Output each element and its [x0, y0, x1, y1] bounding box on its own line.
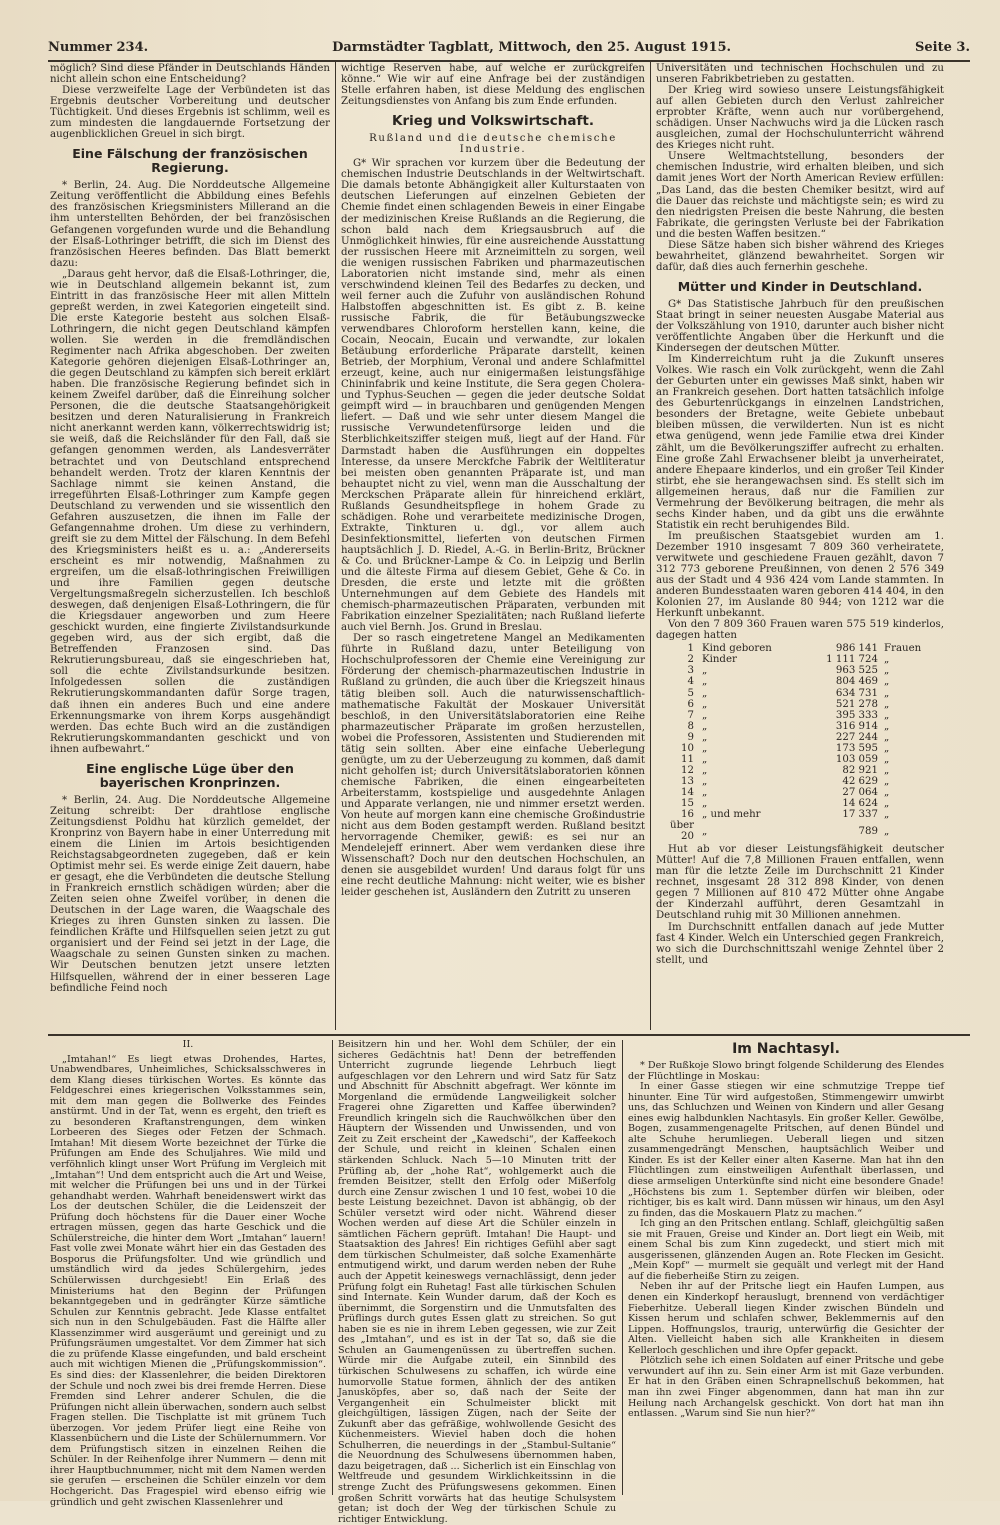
feuilleton-middle	[338, 1039, 616, 1525]
stats-row	[656, 654, 944, 665]
col3-paragraph-1: Universitäten und technischen Hochschulen und zu unseren Fabrikbetrieben zu gestatten.	[656, 63, 944, 86]
stats-count: 16	[681, 809, 694, 821]
stats-value: 316 914	[835, 720, 878, 732]
children-statistics-table	[656, 643, 944, 842]
stats-unit: „	[884, 742, 890, 754]
page-number: Seite 3.	[915, 40, 970, 55]
stats-count: 7	[687, 709, 694, 721]
stats-label: Kinder	[702, 654, 737, 666]
stats-count: 6	[687, 698, 694, 710]
stats-label: „	[702, 731, 708, 743]
stats-row	[656, 732, 944, 743]
stats-unit: „	[884, 709, 890, 721]
feuilleton-left-heading: II.	[182, 1039, 194, 1050]
col3-paragraph-3: Unsere Weltmachtstellung, besonders der chemischen Industrie, wird erhalten bleiben, und sich damit jenes Wort der North American Review erfüllen: „Das Land, das die besten Chemiker besitzt, wird auf die Dauer das reichste und mächtigste sein; es wird zu den niedrigsten Preisen die beste Nahrung, die besten Fabrikate, die geringsten Verluste bei der Fabrikation und die besten Waffen besitzen.“	[656, 151, 944, 240]
stats-value: 103 059	[835, 753, 878, 765]
col3-paragraph-4: Diese Sätze haben sich bisher während des Krieges bewahrheitet, glänzend bewahrheitet. Sorgen wir dafür, daß dies auch fernerhin geschehe.	[656, 239, 944, 273]
masthead	[48, 40, 970, 60]
col3-article-body-2: Im preußischen Staatsgebiet wurden am 1. Dezember 1910 insgesamt 7 809 360 verheiratete, verwitwete und geschiedene Frauen gezählt, davon 7 312 773 geborene Preußinnen, von denen 2 576 349 aus der Stadt und 4 936 424 vom Lande stammten. In anderen Bundesstaaten waren geboren 414 404, in den Kolonien 27, im Auslande 80 944; von 1212 war die Herkunft unbekannt.	[656, 530, 944, 620]
feuilleton-column-rule-1	[332, 1040, 333, 1495]
stats-unit: „	[884, 825, 890, 837]
stats-value: 804 469	[835, 676, 878, 688]
column-rule-1	[335, 62, 336, 1030]
stats-row	[656, 743, 944, 754]
feuilleton-left	[50, 1039, 326, 1508]
stats-unit: „	[884, 809, 890, 821]
feuilleton-middle-text: Beisitzern hin und her. Wohl dem Schüler, der ein sicheres Gedächtnis hat! Denn der betreffenden Unterricht zugrunde liegende Lehrbuch liegt aufgeschlagen vor den Lehrern und wird Satz für Satz und Abschnitt für Abschnitt abgefragt. Wer könnte im Morgenland die ermüdende Langweiligkeit solcher Fragerei ohne Zigaretten und Kaffee überwinden? Freundlich kringeln sich die Rauchwölkchen über den Häuptern der Wissenden und Unwissenden, und von Zeit zu Zeit erscheint der „Kawedschi“, der Kaffeekoch der Schule, und reicht in kleinen Schalen einen stärkenden Schluck. Nach 5—10 Minuten tritt der Prüfling ab, der „hohe Rat“, wohlgemerkt auch die fremden Beisitzer, stellt den Erfolg oder Mißerfolg durch eine Zensur zwischen 1 und 10 fest, wobei 10 die beste Leistung bezeichnet. Davon ist abhängig, ob der Schüler versetzt wird oder nicht. Während dieser Wochen werden auf diese Art die Schüler einzeln in sämtlichen Fächern geprüft. Imtahan! Die Haupt- und Staatsaktion des Jahres! Ein richtiges Gefühl aber sagt dem türkischen Schulmeister, daß solche Examenhärte entmutigend wirkt, und darum werden neben der Ruhe auch der Appetit keineswegs vernachlässigt, denn jeder Prüfung folgt ein Ruhetag! Fast alle türkischen Schulen sind Internate. Kein Wunder darum, daß der Koch es übernimmt, die Sorgenstirn und die Unmutsfalten des Prüflings durch gutes Essen glatt zu streichen. So gut haben sie es nie in ihrem Leben gegessen, wie zur Zeit des „Imtahan“, und es ist in der Tat so, daß sie die Schulen an Gaumengenüssen zu übertreffen suchen. Würde mir die Aufgabe zuteil, ein Sinnbild des türkischen Schulwesens zu schaffen, ich würde eine humorvolle Statue formen, ähnlich der des antiken Janusköpfes, aber so, daß nach der Seite der Vergangenheit ein Schulmeister blickt mit gleichgültigen, lässigen Zügen, nach der Seite der Zukunft aber das gefräßige, wohlwollende Gesicht des Küchenmeisters. Wieviel haben doch die hohen Schulherren, die neuerdings in der „Stambul-Sultanie“ die Neuordnung des Schulwesens übernommen haben, dazu beigetragen, daß ... Sicherlich ist ein Einschlag von Weltfreude und gesundem Wirklichkeitssinn in die strenge Zucht des Prüfungswesens gekommen. Einen großen Schritt vorwärts hat das heutige Schulsystem getan; ist doch der Weg der türkischen Schule zu richtiger Entwicklung.	[338, 1039, 616, 1525]
nachtasyl-paragraph-1: * Der Rußkoje Slowo bringt folgende Schilderung des Elendes der Flüchtlinge in Moskau:	[628, 1060, 944, 1082]
stats-count: 11	[681, 753, 694, 765]
stats-value: 521 278	[835, 698, 878, 710]
stats-count: 9	[687, 731, 694, 743]
stats-count: 10	[681, 742, 694, 754]
stats-count: 1	[687, 643, 694, 655]
col1-paragraph-2: Diese verzweifelte Lage der Verbündeten ist das Ergebnis deutscher Vorbereitung und deutscher Tüchtigkeit. Und dieses Ergebnis ist schlimm, weil es zum mindesten die langdauernde Fortsetzung der augenblicklichen Greuel in sich birgt.	[50, 85, 330, 141]
stats-value: 395 333	[835, 709, 878, 721]
stats-unit: „	[884, 798, 890, 809]
column-rule-2	[650, 62, 651, 1030]
stats-unit: „	[884, 698, 890, 710]
stats-row	[656, 710, 944, 721]
stats-label: „	[702, 798, 708, 809]
stats-row	[656, 665, 944, 676]
stats-row	[656, 754, 944, 765]
col1-article-1-body: „Daraus geht hervor, daß die Elsaß-Lothringer, die, wie in Deutschland allgemein bekannt ist, zum Eintritt in das französische Heer mit allen Mitteln gepreßt werden, in zwei Kategorien eingeteilt sind. Die erste Kategorie besteht aus solchen Elsaß-Lothringern, die nicht gegen Deutschland kämpfen wollen. Sie werden in die fremdländischen Regimenter nach Afrika abgeschoben. Der zweiten Kategorie gehören diejenigen Elsaß-Lothringer an, die gegen Deutschland zu kämpfen sich bereit erklärt haben. Die französische Regierung befindet sich in keinem Zweifel darüber, daß die Einreihung solcher Personen, die die deutsche Staatsangehörigkeit besitzen und deren Naturalisierung in Frankreich nicht anerkannt werden kann, völkerrechtswidrig ist; sie weiß, daß die Reichsländer für den Fall, daß sie gefangen genommen werden, als Landesverräter betrachtet und von Deutschland entsprechend behandelt werden. Trotz der klaren Kenntnis der Sachlage nimmt sie keinen Anstand, die irregeführten Elsaß-Lothringer zum Kampfe gegen Deutschland zu verwenden und sie wissentlich den Gefahren auszusetzen, die ihnen im Falle der Gefangennahme drohen. Um diese zu verhindern, greift sie zu dem Mittel der Fälschung. In dem Befehl des Kriegsministers heißt es u. a.: „Andererseits erscheint es mir notwendig, Maßnahmen zu ergreifen, um die elsaß-lothringischen Freiwilligen und ihre Familien gegen deutsche Vergeltungsmaßregeln sicherzustellen. Ich beschloß deswegen, daß denjenigen Elsaß-Lothringern, die für die Kriegsdauer angeworben und zum Heere geschickt wurden, eine fingierte Zivilstandsurkunde gegeben wird, aus der sich ergibt, daß die Betreffenden Franzosen sind. Das Rekrutierungsbureau, daß sie eingeschrieben hat, soll die echte Zivilstandsurkunde besitzen. Infolgedessen sollen die zuständigen Rekrutierungskommandanten dafür Sorge tragen, daß ihnen ein anderes Buch und eine andere Erkennungsmarke von ihrem Korps ausgehändigt werden. Das echte Buch wird an die zuständigen Rekrutierungskommandanten geschickt und von ihnen aufbewahrt.“	[50, 268, 330, 755]
paper-title-date: Darmstädter Tagblatt, Mittwoch, den 25. August 1915.	[332, 40, 732, 55]
column-1	[50, 63, 330, 1031]
stats-label: „ und mehr	[702, 809, 761, 821]
stats-unit: „	[884, 786, 890, 798]
col3-article-body-3: Von den 7 809 360 Frauen waren 575 519 kinderlos, dagegen hatten	[656, 619, 944, 642]
stats-value: 27 064	[842, 786, 878, 798]
nachtasyl-paragraph-5: Plötzlich sehe ich einen Soldaten auf einer Pritsche und gebe verwundert auf ihn zu. Sein einer Arm ist mit Gaze verbunden. Er hat in den Gräben einen Schrapnellschuß bekommen, hat man ihn zwei Finger abgenommen, dann hat man ihn zur Heilung nach Archangelsk geschickt. Von dort hat man ihn entlassen. „Warum sind Sie nun hier?“	[628, 1355, 944, 1420]
stats-count: 14	[681, 786, 694, 798]
col1-paragraph-1: möglich? Sind diese Pfänder in Deutschlands Händen nicht allein schon eine Entscheidung?	[50, 63, 330, 86]
col3-article-body-1: Im Kinderreichtum ruht ja die Zukunft unseres Volkes. Wie rasch ein Volk zurückgeht, wenn die Zahl der Geburten unter ein gewisses Maß sinkt, haben wir an Frankreich gesehen. Dort hatten tatsächlich infolge des Geburtenrückgangs in einzelnen Landstrichen, besonders der Bretagne, weite Gebiete unbebaut bleiben müssen, die verwilderten. Nun ist es nicht etwa genügend, wenn jede Familie etwa drei Kinder zählt, um die Bevölkerungsziffer aufrecht zu erhalten. Eine große Zahl Erwachsener bleibt ja unverheiratet, andere Ehepaare kinderlos, und ein großer Teil Kinder stirbt, ehe sie herangewachsen sind. Es stellt sich im allgemeinen heraus, daß nur die Familien zur Vermehrung der Bevölkerung beitragen, die mehr als sechs Kinder haben, und da gibt uns die erwähnte Statistik ein recht beruhigendes Bild.	[656, 354, 944, 531]
column-3	[656, 63, 944, 1031]
stats-row	[656, 721, 944, 732]
col2-article-body-2: Der so rasch eingetretene Mangel an Medikamenten führte in Rußland dazu, unter Beteiligung von Hochschulprofessoren der Chemie eine Vereinigung zur Förderung der chemisch-pharmazeutischen Industrie in Rußland zu gründen, die auch über die Kriegszeit hinaus tätig bleiben soll. Auch die naturwissenschaftlich-mathematische Fakultät der Moskauer Universität beschloß, in den Universitätslaboratorien eine Reihe pharmazeutischer Präparate im großen herzustellen, wobei die Professoren, Assistenten und Studierenden mit tätig sein sollten. Aber eine einfache Ueberlegung genügte, um zu der Ueberzeugung zu kommen, daß damit nicht geholfen ist; durch Universitätslaboratorien können chemische Fabriken, die einen eingearbeiteten Arbeiterstamm, kostspielige und ausgedehnte Anlagen und Apparate verlangen, nie und nimmer ersetzt werden. Von heute auf morgen kann eine chemische Großindustrie nicht aus dem Boden gestampft werden. Rußland besitzt hervorragende Chemiker, gewiß: es sei nur an Mendelejeff erinnert. Aber wem verdanken diese ihre Wissenschaft? Doch nur den deutschen Hochschulen, an denen sie ausgebildet wurden! Und daraus folgt für uns eine recht deutliche Mahnung: nicht weiter, wie es bisher leider geschehen ist, Ausländern den Zutritt zu unseren	[341, 633, 645, 899]
stats-unit: „	[884, 654, 890, 666]
stats-label: „	[702, 775, 708, 787]
stats-count: 5	[687, 687, 694, 699]
stats-unit: „	[884, 753, 890, 765]
stats-value: 82 921	[842, 764, 878, 776]
stats-row	[656, 699, 944, 710]
stats-count: 15	[681, 798, 694, 809]
stats-label: „	[702, 764, 708, 776]
stats-value: 789	[858, 825, 878, 837]
headline-muetter-kinder: Mütter und Kinder in Deutschland.	[677, 278, 923, 294]
stats-row	[656, 676, 944, 687]
masthead-rule	[48, 60, 970, 62]
stats-count: über 20	[670, 820, 694, 843]
col1-article-1-lead: * Berlin, 24. Aug. Die Norddeutsche Allgemeine Zeitung veröffentlicht die Abbildung eines Befehls des französischen Kriegsministers Millerand an die ihm unterstellten Behörden, der bei französischen Gefangenen vorgefunden wurde und die Behandlung der Elsaß-Lothringer betrifft, die sich im Dienst des französischen Heeres befinden. Das Blatt bemerkt dazu:	[50, 180, 330, 269]
stats-label: „	[702, 687, 708, 699]
col2-paragraph-1: wichtige Reserven habe, auf welche er zurückgreifen könne.“ Wie wir auf eine Anfrage bei der zuständigen Stelle erfahren haben, ist diese Meldung des englischen Zeitungsdienstes von Anfang bis zum Ende erfunden.	[341, 63, 645, 108]
col1-article-2-body: * Berlin, 24. Aug. Die Norddeutsche Allgemeine Zeitung schreibt: Der drahtlose englische Zeitungsdienst Poldhu hat kürzlich gemeldet, der Kronprinz von Bayern habe in einer Unterredung mit einem die Linien im Artois besichtigenden Reichstagsabgeordneten zugegeben, daß er kein Optimist mehr sei. Es werde einige Zeit dauern, habe er gesagt, ehe die Verbündeten die deutsche Stellung in Frankreich ernstlich schädigen würden; aber die Zeiten seien ohne Zweifel vorüber, in denen die Deutschen in der Lage waren, die Waagschale des Krieges zu ihren Gunsten sinken zu lassen. Die feindlichen Kräfte und Hilfsquellen seien jetzt zu gut organisiert und der Feind sei jetzt in der Lage, die Waagschale zu seinen Gunsten sinken zu machen. Wir Deutschen benutzen jetzt unsere letzten Hilfsquellen, während der in einer besseren Lage befindliche Feind noch	[50, 794, 330, 994]
col2-article-body-1: G* Wir sprachen vor kurzem über die Bedeutung der chemischen Industrie Deutschlands in der Weltwirtschaft. Die damals betonte Abhängigkeit aller Kulturstaaten von deutschen Lieferungen auf einzelnen Gebieten der Chemie findet einen schlagenden Beweis in einer Eingabe der medizinischen Kreise Rußlands an die Regierung, die schon bald nach dem Kriegsausbruch auf die Unmöglichkeit hinwies, für eine ausreichende Ausstattung der russischen Heere mit Arzneimitteln zu sorgen, weil die wenigen russischen Fabriken und pharmazeutischen Laboratorien nicht imstande sind, mehr als einen verschwindend kleinen Teil des Bedarfes zu decken, und weil ferner auch die Zufuhr von ausländischen Rohund Halbstoffen abgeschnitten ist. Es gibt z. B. keine russische Fabrik, die für Betäubungszwecke verwendbares Chloroform herstellen kann, keine, die Cocain, Neocain, Eucain und verwandte, zur lokalen Betäubung erforderliche Präparate darstellt, keinen Betrieb, der Morphium, Veronal und andere Schlafmittel erzeugt, keine, auch nur einigermaßen leistungsfähige Chininfabrik und keine Institute, die Sera gegen Cholera- und Typhus-Seuchen — gegen die jeder deutsche Soldat geimpft wird — in brauchbaren und genügenden Mengen liefert. — Daß und wie sehr unter diesem Mangel die russische Verwundetenfürsorge leiden und die Sterblichkeitsziffer steigen muß, liegt auf der Hand. Für Darmstadt haben die Ausführungen ein doppeltes Interesse, da unsere Merckfche Fabrik der Weltliteratur bei meisten oben genannten Präparate ist, und man behauptet nicht zu viel, wenn man die Ausschaltung der Merckschen Präparate allein für hinreichend erklärt, Rußlands Gesundheitspflege in hohem Grade zu schädigen. Rohe und verarbeitete medizinische Drogen, Extrakte, Tinkturen u. dgl., vor allem auch Desinfektionsmittel, lieferten von deutschen Firmen hauptsächlich J. D. Riedel, A.-G. in Berlin-Britz, Brückner & Co. und Brückner-Lampe & Co. in Leipzig und Berlin und die älteste Firma auf diesem Gebiet, Gehe & Co. in Dresden, die erste und letzte mit die größten Unternehmungen auf dem Gebiete des Handels mit chemisch-pharmazeutischen Präparaten, verbunden mit Fabrikation einzelner Spezialitäten; nach Rußland lieferte auch viel Bernh. Jos. Grund in Breslau.	[341, 158, 645, 634]
nachtasyl-paragraph-3: Ich ging an den Pritschen entlang. Schlaff, gleichgültig saßen sie mit Frauen, Greise und Kinder an. Dort liegt ein Weib, mit einem Schal bis zum Kinn zugedeckt, und stiert mich mit ausgerissenen, glänzenden Augen an. Rote Flecken im Gesicht. „Mein Kopf“ — murmelt sie gequält und verlegt mit der Hand auf die fieberheiße Stirn zu zeigen.	[628, 1218, 944, 1282]
column-2	[341, 63, 645, 1031]
stats-row	[656, 643, 944, 654]
stats-value: 227 244	[835, 731, 878, 743]
stats-value: 42 629	[842, 775, 878, 787]
stats-row	[656, 820, 944, 842]
stats-unit: „	[884, 687, 890, 699]
col3-article-lead: G* Das Statistische Jahrbuch für den preußischen Staat bringt in seiner neuesten Ausgabe Material aus der Volkszählung von 1910, darunter auch bisher nicht veröffentlichte Angaben über die Herkunft und die Kindersegen der deutschen Mütter.	[656, 298, 944, 355]
stats-label: „	[702, 742, 708, 754]
col3-paragraph-2: Der Krieg wird sowieso unsere Leistungsfähigkeit auf allen Gebieten durch den Verlust zahlreicher erprobter Kräfte, wenn auch nur vorübergehend, schädigen. Unser Nachwuchs wird ja die Lücken rasch ausgleichen, zumal der Hochschulunterricht während des Krieges nicht ruht.	[656, 85, 944, 152]
col3-article-body-4: Hut ab vor dieser Leistungsfähigkeit deutscher Mütter! Auf die 7,8 Millionen Frauen entfallen, wenn man für die letzte Zeile im Durchschnitt 21 Kinder rechnet, insgesamt 28 312 898 Kinder, von denen gegen 7 Millionen auf 810 472 Mütter ohne Angabe der Kinderzahl aufführt, deren Gesamtzahl in Deutschland ruhig mit 30 Millionen annehmen.	[656, 844, 944, 922]
stats-value: 173 595	[835, 742, 878, 754]
stats-row	[656, 688, 944, 699]
stats-count: 4	[687, 676, 694, 688]
stats-row	[656, 765, 944, 776]
stats-unit: „	[884, 764, 890, 776]
stats-label: „	[702, 786, 708, 798]
stats-unit: „	[884, 676, 890, 688]
stats-label: „	[702, 676, 708, 688]
stats-unit: „	[884, 665, 890, 677]
issue-number: Nummer 234.	[48, 40, 149, 55]
stats-value: 986 141	[835, 643, 878, 655]
stats-row	[656, 809, 944, 820]
stats-value: 963 525	[835, 665, 878, 677]
stats-row	[656, 787, 944, 798]
stats-label: „	[702, 753, 708, 765]
stats-label: „	[702, 825, 708, 837]
stats-count: 3	[687, 665, 694, 677]
stats-label: „	[702, 698, 708, 710]
nachtasyl-paragraph-2: In einer Gasse stiegen wir eine schmutzige Treppe tief hinunter. Eine Tür wird aufgestoßen, Stimmengewirr umwirbt uns, das Schluchzen und Weinen von Kindern und aller Gesang eines ewig halbdunklen Nachtasyls. Ein großer Keller. Gewölbe, Bogen, zusammengenagelte Pritschen, auf denen Bündel und alte Schuhe herumliegen. Ueberall liegen und sitzen zusammengedrängt Menschen, hauptsächlich Weiber und Kinder. Es ist der Keller einer alten Kaserne. Man hat ihn den Flüchtlingen zum einstweiligen Aufenthalt überlassen, und diese armseligen Unterkünfte sind nicht eine besondere Gnade! „Höchstens bis zum 1. September dürfen wir bleiben, oder richtiger, bis es kalt wird. Dann müssen wir hinaus, um den Asyl zu finden, das die Moskauern Platz zu machen.“	[628, 1081, 944, 1219]
stats-value: 14 624	[842, 798, 878, 809]
stats-count: 2	[687, 654, 694, 666]
feuilleton-right	[628, 1040, 944, 1498]
feuilleton-left-text: „Imtahan!“ Es liegt etwas Drohendes, Hartes, Unabwendbares, Unheimliches, Schicksalsschweres in dem Klang dieses türkischen Wortes. Es könnte das Feldgeschrei eines kriegerischen Volksstammes sein, mit dem man gegen die Bollwerke des Feindes anstürmt. Und in der Tat, wenn es ergeht, den trieft es zu besonderen Kraftanstrengungen, dem winken Lorbeeren des Sieges oder Fetzen der Schmach. Imtahan! Mit diesem Worte bezeichnet der Türke die Prüfungen am Ende des Schuljahres. Wie mild und verföhnlich klingt unser Wort Prüfung im Vergleich mit „Imtahan“! Und dem entspricht auch die Art und Weise, mit welcher die Prüfungen bei uns und in der Türkei gehandhabt werden. Wahrhaft beneidenswert wirkt das Los der deutschen Schüler, die die Leidenszeit der Prüfung doch höchstens für die Dauer einer Woche ertragen müssen, gegen das harte Geschick und die Schülerstreiche, die hinter dem Wort „Imtahan“ lauern! Fast volle zwei Monate währt hier ein das Gestaden des Bosporus die Prüfungsfolter. Und wie gründlich und umständlich wird da jedes Schülergehirn, jedes Schülerwissen durchgesiebt! Ein Erlaß des Ministeriums hat den Beginn der Prüfungen bekanntgegeben und in gedrängter Kürze sämtliche Schulen zur Kenntnis gebracht. Jede Klasse entfaltet sich nun in den Schulgebäuden. Fast die Hälfte aller Klassenzimmer wird ausgeräumt und gereinigt und zu Prüfungsräumen umgestaltet. Vor dem Zimmer hat sich die zu prüfende Klasse eingefunden, und bald erscheint auch mit wichtigen Mienen die „Prüfungskommission“. Es sind dies: der Klassenlehrer, die beiden Direktoren der Schule und noch zwei bis drei fremde Herren. Diese Fremden sind Lehrer anderer Schulen, die die Prüfungen nicht allein überwachen, sondern auch selbst Fragen stellen. Die Tischplatte ist mit grünem Tuch überzogen. Vor jedem Prüfer liegt eine Reihe von Klassenbüchern und die Liste der Schülernummern. Vor dem Prüfungstisch sitzen in einzelnen Reihen die Schüler. In der Reihenfolge ihrer Nummern — denn mit ihrer Hauptbuchnummer, nicht mit dem Namen werden sie gerufen — erscheinen die Schüler einzeln vor dem Hochgericht. Das Fragespiel wird ebenso eifrig wie gründlich und geht zwischen Klassenlehrer und	[50, 1053, 326, 1508]
stats-count: 13	[681, 775, 694, 787]
subheadline-russland-chemie: Rußland und die deutsche chemische Industrie.	[369, 133, 617, 156]
stats-label: Kind geboren	[702, 643, 772, 655]
col3-article-body-5: Im Durchschnitt entfallen danach auf jede Mutter fast 4 Kinder. Welch ein Unterschied gegen Frankreich, wo sich die Durchschnittszahl wenige Zehntel über 2 stellt, und	[656, 921, 944, 966]
stats-label: „	[702, 709, 708, 721]
stats-value: 17 337	[842, 809, 878, 821]
nachtasyl-paragraph-4: Neben ihr auf der Pritsche liegt ein Haufen Lumpen, aus denen ein Kinderkopf herauslugt, brennend von verdächtiger Fieberhitze. Ueberall liegen Kinder zwischen Bündeln und Kissen herum und schlafen schwer, Beklemmernis auf den Lippen. Hoffnungslos, traurig, unterwürfig die Gesichter der Alten. Vielleicht haben sich alle Krankheiten in diesem Kellerloch geschlichen und ihre Opfer gepackt.	[628, 1281, 944, 1356]
headline-krieg-volkswirtschaft: Krieg und Volkswirtschaft.	[392, 113, 594, 130]
stats-unit: „	[884, 720, 890, 732]
stats-label: „	[702, 665, 708, 677]
stats-label: „	[702, 720, 708, 732]
headline-nachtasyl: Im Nachtasyl.	[732, 1041, 840, 1057]
stats-value: 634 731	[835, 687, 878, 699]
stats-count: 8	[687, 720, 694, 732]
stats-count: 12	[681, 764, 694, 776]
stats-unit: „	[884, 731, 890, 743]
stats-unit: Frauen	[884, 643, 922, 655]
headline-faelschung: Eine Fälschung der französischen Regierung.	[72, 146, 308, 176]
stats-unit: „	[884, 775, 890, 787]
stats-row	[656, 776, 944, 787]
stats-row	[656, 798, 944, 809]
feuilleton-column-rule-2	[622, 1040, 623, 1495]
stats-value: 1 111 724	[826, 654, 878, 666]
feuilleton-rule	[48, 1034, 970, 1036]
headline-englische-luege: Eine englische Lüge über den bayerischen Kronprinzen.	[86, 760, 294, 790]
